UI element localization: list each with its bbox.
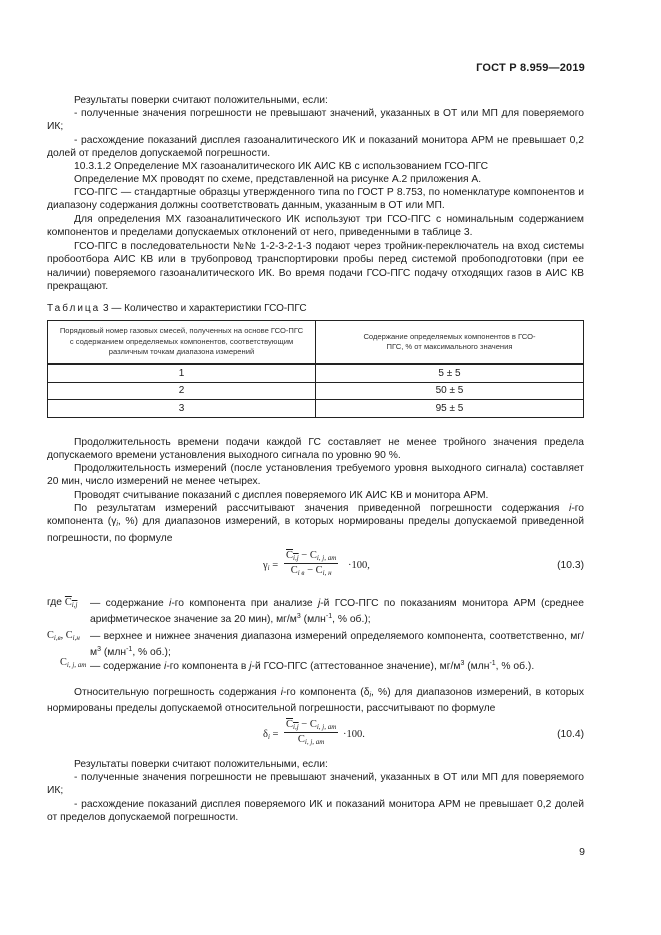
table-row bbox=[48, 382, 584, 400]
paragraph: Продолжительность времени подачи каждой ГС составляет не менее тройного значения предела допускаемого времени установления выходного сигнала по уровню 90 %. bbox=[47, 437, 584, 462]
paragraph: - полученные значения погрешности не превышают значений, указанных в ОТ или МП для поверяемого ИК; bbox=[47, 772, 584, 797]
table-row bbox=[48, 364, 584, 382]
table-caption-text: 3 — Количество и характеристики ГСО-ПГС bbox=[100, 303, 307, 314]
table-header-col2: Содержание определяемых компонентов в ГСО-ПГС, % от максимального значения bbox=[316, 321, 584, 365]
table-header-col1: Порядковый номер газовых смесей, полученных на основе ГСО-ПГС с содержанием определяемых компонентов, соответствующим различным точкам диапазона измерений bbox=[48, 321, 316, 365]
section-heading: 10.3.1.2 Определение МХ газоаналитического ИК АИС КВ с использованием ГСО-ПГС bbox=[74, 161, 489, 172]
paragraph: Относительную погрешность содержания i-го компонента ($\delta_i$, %) для диапазонов измерений, в которых нормированы пределы допускаемой относительной погрешности, рассчитывают по формуле bbox=[47, 687, 584, 715]
formula-10-4-factor: ·100. bbox=[343, 729, 365, 740]
formula-10-3-lhs: $\gamma_i$ = bbox=[263, 560, 279, 572]
table-cell-num: 2 bbox=[48, 382, 316, 400]
formula-10-3-number: (10.3) bbox=[557, 560, 584, 571]
definition-term: $C_{i,в}$, $C_{i,н}$ bbox=[47, 630, 80, 642]
paragraph: Результаты поверки считают положительными, если: bbox=[74, 95, 328, 106]
table-cell-value: 50 ± 5 bbox=[316, 382, 584, 400]
paragraph: ГСО-ПГС в последовательности №№ 1-2-3-2-1-3 подают через тройник-переключатель на вход системы пробоотбора АИС КВ или в трубопровод транспортировки пробы перед системой пробоподготовки (при ее наличии) поверяемого газоаналитического ИК. Во время подачи ГСО-ПГС подачу отходящих газов в АИС КВ прекращают. bbox=[47, 241, 584, 292]
formula-10-4-lhs: $\delta_i$ = bbox=[263, 729, 279, 741]
table-caption bbox=[47, 303, 307, 314]
paragraph: По результатам измерений рассчитывают значения приведенной погрешности содержания i-го компонента ($\gamma_i$, %) для диапазонов измерений, в которых нормированы пределы допускаемой приведенной погрешности, по формуле bbox=[47, 503, 585, 544]
definition-text: — верхнее и нижнее значения диапазона измерений определяемого компонента, соответственно, $мг/м^3$ (млн$^{-1}$, % об.); bbox=[90, 631, 584, 659]
table-cell-value: 5 ± 5 bbox=[316, 364, 584, 382]
definition-term: $C_{i, j, ат}$ bbox=[60, 657, 87, 669]
formula-10-4-fraction: $C_{i,j} - C_{i, j, ат}$ $C_{i, j, ат}$ bbox=[286, 719, 337, 746]
paragraph: ГСО-ПГС — стандартные образцы утвержденного типа по ГОСТ Р 8.753, по номенклатуре компонентов и диапазону содержания должны соответствовать данным, указанным в ОТ или МП. bbox=[47, 187, 584, 212]
table-caption-prefix: Таблица bbox=[47, 303, 101, 314]
page-number: 9 bbox=[579, 846, 585, 858]
paragraph: Продолжительность измерений (после установления требуемого уровня выходного сигнала) составляет 20 мин, число измерений не менее четырех. bbox=[47, 463, 584, 488]
table-row bbox=[48, 400, 584, 418]
table-cell-num: 3 bbox=[48, 400, 316, 418]
definition-text: — содержание i-го компонента при анализе j-й ГСО-ПГС по показаниям монитора АРМ (среднее арифметическое значение за 20 мин), $мг/м^3$ (млн$^{-1}$, % об.); bbox=[90, 598, 585, 626]
paragraph: Результаты поверки считают положительными, если: bbox=[74, 759, 328, 770]
table-3 bbox=[47, 320, 584, 418]
definition-text: — содержание i-го компонента в j-й ГСО-ПГС (аттестованное значение), $мг/м^3$ (млн$^{-1}$, % об.). bbox=[90, 660, 535, 672]
paragraph: Для определения МХ газоаналитического ИК используют три ГСО-ПГС с номинальным содержанием компонентов и пределами допускаемых отклонений от него, приведенными в таблице 3. bbox=[47, 214, 584, 239]
paragraph: - расхождение показаний дисплея поверяемого ИК и показаний монитора АРМ не превышает 0,2 долей от пределов допускаемой погрешности. bbox=[47, 799, 584, 824]
paragraph: Определение МХ проводят по схеме, представленной на рисунке А.2 приложения А. bbox=[74, 174, 482, 185]
formula-10-3-fraction: $C_{i,j} - C_{i, j, ат}$ $C_{i в} - C_{i, н}$ bbox=[286, 550, 337, 577]
table-cell-value: 95 ± 5 bbox=[316, 400, 584, 418]
formula-10-4-number: (10.4) bbox=[557, 729, 584, 740]
document-id: ГОСТ Р 8.959—2019 bbox=[476, 62, 585, 74]
definition-term: где $C_{i,j}$ bbox=[47, 597, 78, 609]
paragraph: - расхождение показаний дисплея газоаналитического ИК и показаний монитора АРМ не превышает 0,2 долей от пределов допускаемой погрешности. bbox=[47, 135, 584, 160]
paragraph: - полученные значения погрешности не превышают значений, указанных в ОТ или МП для поверяемого ИК; bbox=[47, 108, 584, 133]
paragraph: Проводят считывание показаний с дисплея поверяемого ИК АИС КВ и монитора АРМ. bbox=[74, 490, 489, 501]
formula-10-3-factor: ·100, bbox=[348, 560, 370, 571]
table-cell-num: 1 bbox=[48, 364, 316, 382]
